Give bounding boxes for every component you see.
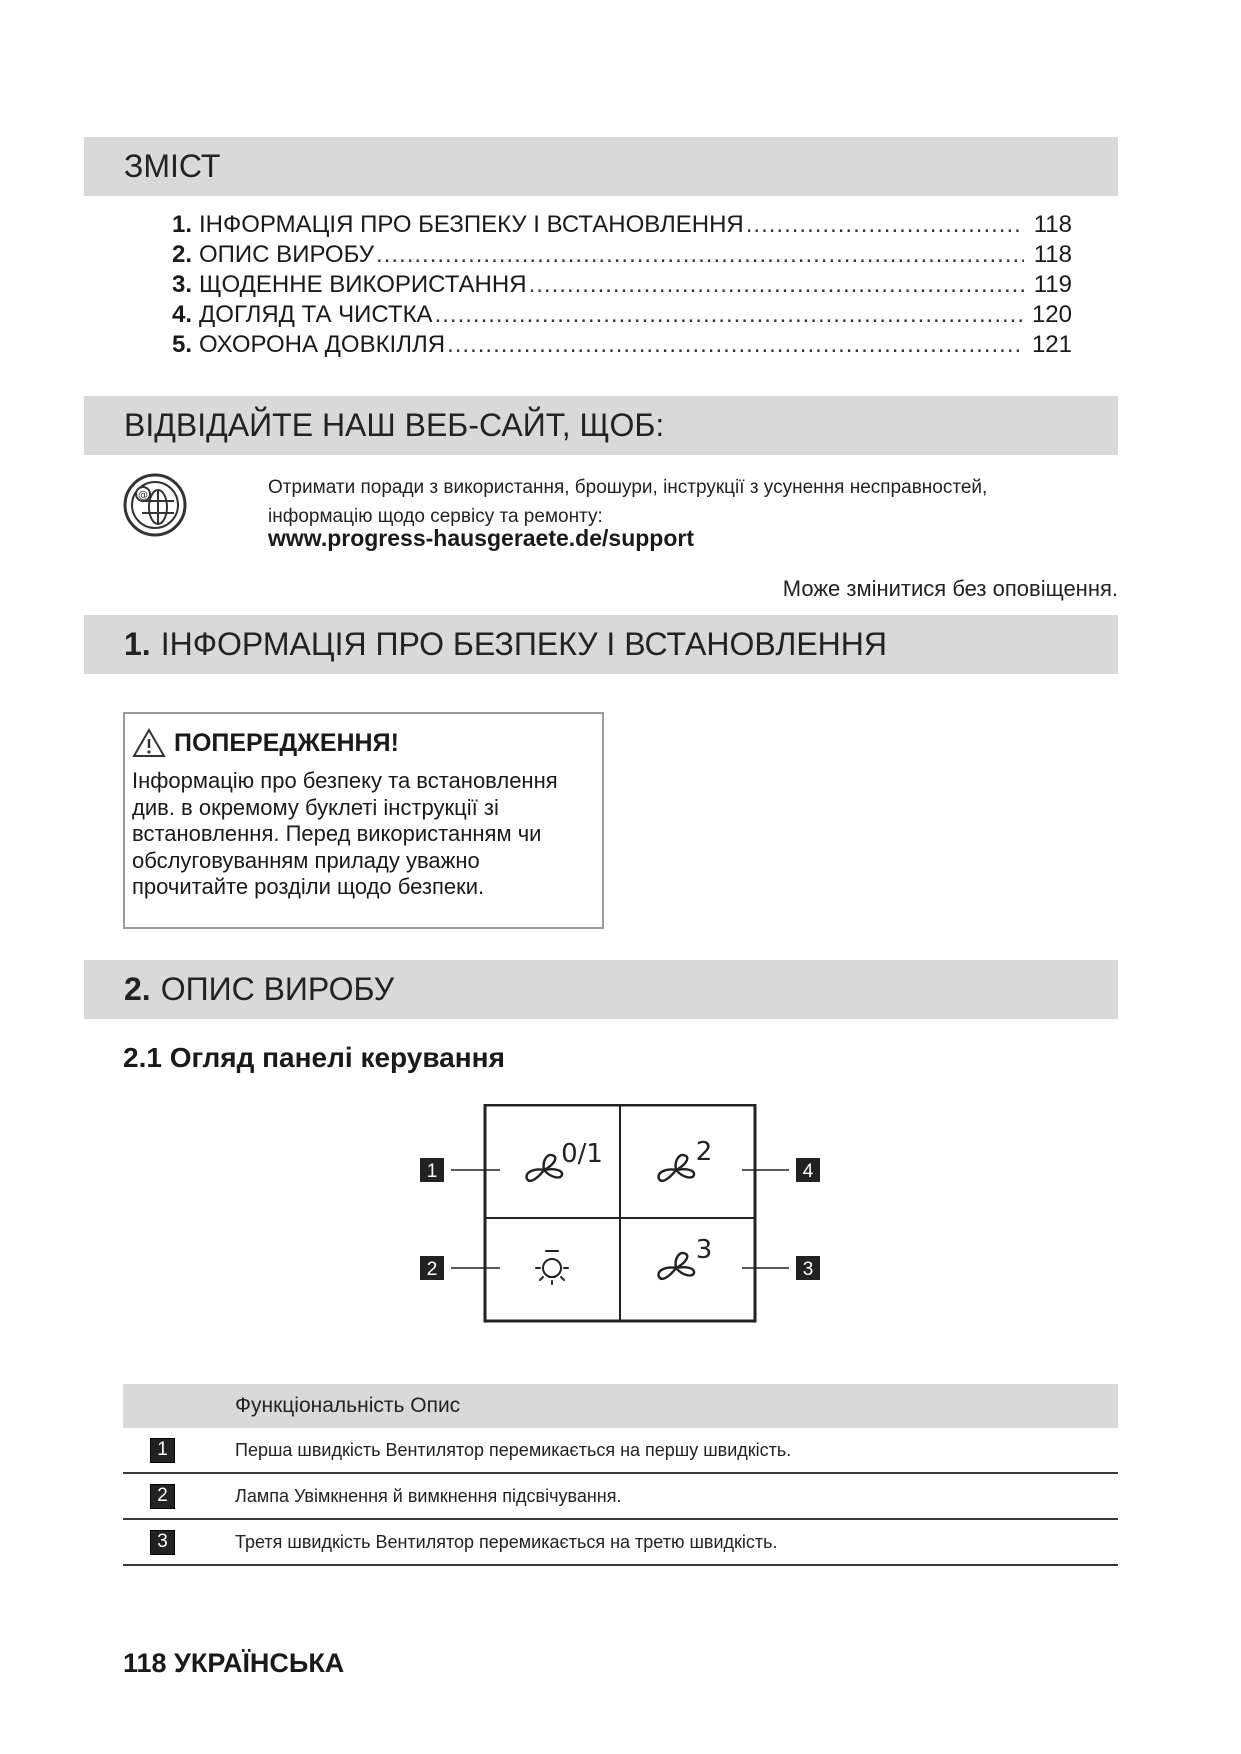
toc-item-label: ЩОДЕННЕ ВИКОРИСТАННЯ [199, 271, 527, 298]
toc-item-number: 4. [172, 301, 193, 328]
control-panel-subtitle: 2.1 Огляд панелі керування [123, 1042, 505, 1073]
warning-title: ПОПЕРЕДЖЕННЯ! [174, 728, 399, 757]
toc-item-label: ДОГЛЯД ТА ЧИСТКА [199, 301, 433, 328]
toc-dots [529, 271, 1024, 299]
fan-speed-2-label: 2 [695, 1137, 713, 1167]
warning-heading [132, 724, 596, 762]
section-1-header [84, 615, 1118, 674]
row-number-badge: 2 [150, 1484, 175, 1509]
row-description: Третя швидкість Вентилятор перемикається на третю швидкість. [235, 1531, 778, 1552]
page-footer: 118 УКРАЇНСЬКА [123, 1648, 345, 1678]
table-row [123, 1428, 1118, 1474]
toc-item-label: ОХОРОНА ДОВКІЛЛЯ [199, 331, 446, 358]
section-1-title: ІНФОРМАЦІЯ ПРО БЕЗПЕКУ І ВСТАНОВЛЕННЯ [160, 626, 887, 662]
table-header-label: Функціональність Опис [235, 1394, 461, 1417]
control-panel-diagram [414, 1104, 834, 1336]
section-1-number: 1. [124, 626, 151, 662]
toc-dots [435, 301, 1024, 329]
toc-item-number: 3. [172, 271, 193, 298]
svg-text:1: 1 [426, 1161, 438, 1182]
svg-text:4: 4 [802, 1161, 814, 1182]
toc-item[interactable] [172, 241, 1072, 271]
section-2-header [84, 960, 1118, 1019]
toc-item-page: 118 [1033, 211, 1072, 238]
globe-icon [122, 472, 188, 538]
row-number-badge: 3 [150, 1530, 175, 1555]
callout-1 [420, 1158, 444, 1182]
toc-item[interactable] [172, 211, 1072, 241]
toc-title: ЗМІСТ [124, 148, 221, 184]
warning-triangle-icon [132, 728, 166, 758]
toc-item[interactable] [172, 331, 1072, 361]
section-2-number: 2. [124, 971, 151, 1007]
toc-item-number: 2. [172, 241, 193, 268]
toc-item-page: 118 [1033, 241, 1072, 268]
fan-speed-3-label: 3 [695, 1235, 713, 1265]
toc-item[interactable] [172, 271, 1072, 301]
toc-dots [746, 211, 1024, 239]
warning-box [123, 712, 604, 929]
toc-item-number: 1. [172, 211, 193, 238]
toc-item-number: 5. [172, 331, 193, 358]
change-notice: Може змінитися без оповіщення. [782, 576, 1118, 601]
support-link[interactable]: www.progress-hausgeraete.de/support [268, 525, 695, 551]
toc-item-page: 120 [1031, 301, 1072, 328]
callout-4 [796, 1158, 820, 1182]
function-table [123, 1384, 1118, 1566]
toc-item-label: ОПИС ВИРОБУ [199, 241, 375, 268]
row-description: Лампа Увімкнення й вимкнення підсвічування. [235, 1485, 622, 1506]
table-row [123, 1520, 1118, 1566]
callout-3 [796, 1256, 820, 1280]
table-header [123, 1384, 1118, 1428]
toc-list [172, 211, 1072, 361]
toc-item-page: 121 [1031, 331, 1072, 358]
toc-header [84, 137, 1118, 196]
svg-text:3: 3 [802, 1259, 814, 1280]
toc-dots [376, 241, 1024, 269]
section-2-title: ОПИС ВИРОБУ [160, 971, 395, 1007]
toc-item-label: ІНФОРМАЦІЯ ПРО БЕЗПЕКУ І ВСТАНОВЛЕННЯ [199, 211, 744, 238]
website-title: ВІДВІДАЙТЕ НАШ ВЕБ-САЙТ, ЩОБ: [124, 407, 665, 443]
toc-item[interactable] [172, 301, 1072, 331]
svg-text:2: 2 [426, 1259, 438, 1280]
website-header [84, 396, 1118, 455]
table-row [123, 1474, 1118, 1520]
svg-text:@: @ [138, 490, 148, 501]
callout-2 [420, 1256, 444, 1280]
toc-item-page: 119 [1033, 271, 1072, 298]
row-description: Перша швидкість Вентилятор перемикається на першу швидкість. [235, 1439, 792, 1460]
website-description: Отримати поради з використання, брошури, інструкції з усунення несправностей, інформацію щодо сервісу та ремонту: [268, 477, 988, 527]
fan-speed-0-1-label: 0/1 [561, 1139, 603, 1169]
row-number-badge: 1 [150, 1438, 175, 1463]
warning-text: Інформацію про безпеку та встановлення див. в окремому буклеті інструкції зі встановлення. Перед використанням чи обслуговуванням приладу уважно прочитайте розділи щодо безпеки. [132, 768, 558, 899]
toc-dots [447, 331, 1024, 359]
